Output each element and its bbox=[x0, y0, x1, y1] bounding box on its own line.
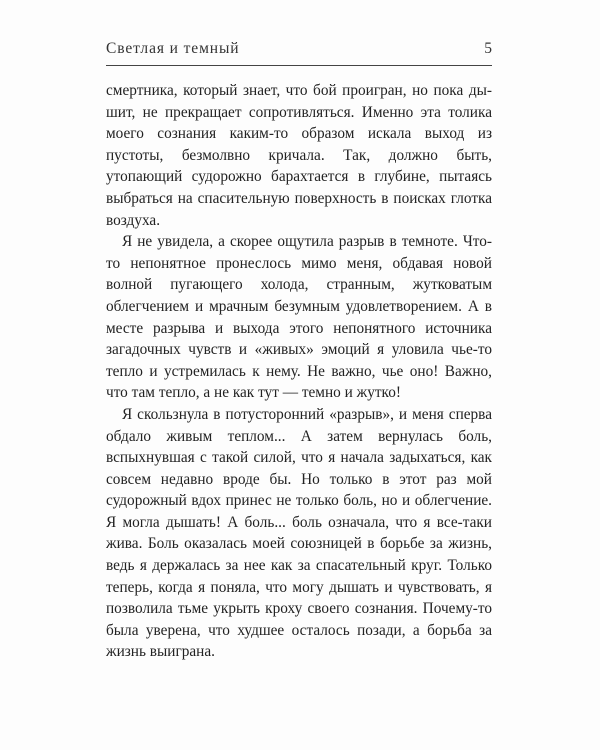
header-rule bbox=[106, 65, 492, 66]
body-text bbox=[106, 80, 492, 663]
page-number: 5 bbox=[484, 40, 492, 57]
paragraph-3: Я скользнула в потусторонний «разрыв», и меня сперва обдало живым теплом... А затем вернулась боль, вспыхнувшая с такой силой, что я начала задыхаться, как совсем недавно вроде бы. Но только в этот раз мой судорожный вдох принес не только боль, но и облегчение. Я могла дышать! А боль... боль означала, что я все-таки жива. Боль оказалась моей союзницей в борьбе за жизнь, ведь я держалась за нее как за спасательный круг. Только теперь, когда я поняла, что могу дышать и чувствовать, я позволила тьме укрыть кроху своего сознания. Почему-то была уверена, что худшее осталось позади, а борьба за жизнь выиграна. bbox=[106, 405, 492, 661]
running-head bbox=[106, 40, 492, 62]
running-title: Светлая и темный bbox=[106, 40, 240, 57]
paragraph-1: смертника, который знает, что бой проигран, но пока дышит, не прекращает сопротивляться. Именно эта толика моего сознания каким-то образом искала выход из пустоты, безмолвно кричала. Так, должно быть, утопающий судорожно барахтается в глубине, пытаясь выбраться на спасительную поверхность в поисках глотка воздуха. bbox=[106, 82, 492, 229]
paragraph-2: Я не увидела, а скорее ощутила разрыв в темноте. Что-то непонятное пронеслось мимо меня, обдавая новой волной пугающего холода, странным, жутковатым облегчением и мрачным безумным удовлетворением. А в месте разрыва и выхода этого непонятного источника загадочных чувств и «живых» эмоций я уловила чье-то тепло и устремилась к нему. Не важно, чье оно! Важно, что там тепло, а не как тут — темно и жутко! bbox=[106, 233, 492, 402]
